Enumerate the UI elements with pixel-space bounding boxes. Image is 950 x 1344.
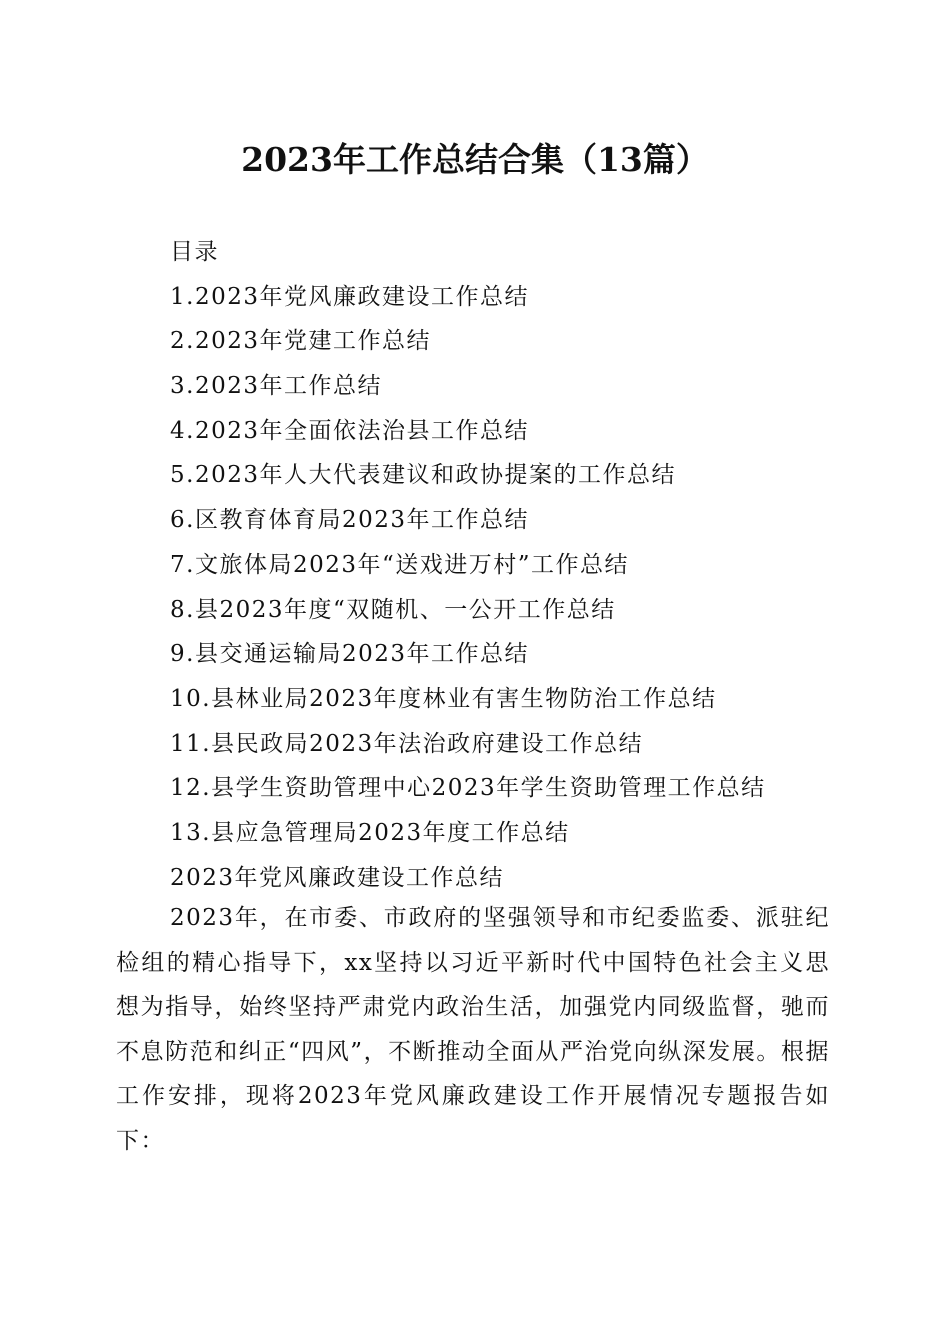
toc-item: 13.县应急管理局2023年度工作总结: [170, 819, 570, 846]
toc-item: 3.2023年工作总结: [170, 373, 382, 400]
toc-heading: 目录: [170, 239, 219, 265]
toc-item: 8.县2023年度“双随机、一公开工作总结: [170, 596, 616, 623]
toc-item: 6.区教育体育局2023年工作总结: [170, 507, 529, 534]
toc-item: 12.县学生资助管理中心2023年学生资助管理工作总结: [170, 775, 766, 802]
toc-item: 2.2023年党建工作总结: [170, 328, 431, 355]
toc-item: 9.县交通运输局2023年工作总结: [170, 641, 529, 668]
toc-item: 5.2023年人大代表建议和政协提案的工作总结: [170, 462, 676, 489]
toc-item: 1.2023年党风廉政建设工作总结: [170, 283, 529, 310]
document-title: 2023年工作总结合集（13篇）: [241, 140, 709, 179]
section-title: 2023年党风廉政建设工作总结: [170, 864, 505, 891]
table-of-contents: [170, 230, 870, 900]
toc-item: 7.文旅体局2023年“送戏进万村”工作总结: [170, 551, 629, 578]
toc-item: 11.县民政局2023年法治政府建设工作总结: [170, 730, 644, 757]
body-paragraph: 2023年，在市委、市政府的坚强领导和市纪委监委、派驻纪检组的精心指导下，xx坚持以习近平新时代中国特色社会主义思想为指导，始终坚持严肃党内政治生活，加强党内同级监督，驰而不息防范和纠正“四风”，不断推动全面从严治党向纵深发展。根据工作安排，现将2023年党风廉政建设工作开展情况专题报告如下：: [116, 905, 830, 1154]
toc-item: 10.县林业局2023年度林业有害生物防治工作总结: [170, 685, 717, 712]
toc-item: 4.2023年全面依法治县工作总结: [170, 417, 529, 444]
